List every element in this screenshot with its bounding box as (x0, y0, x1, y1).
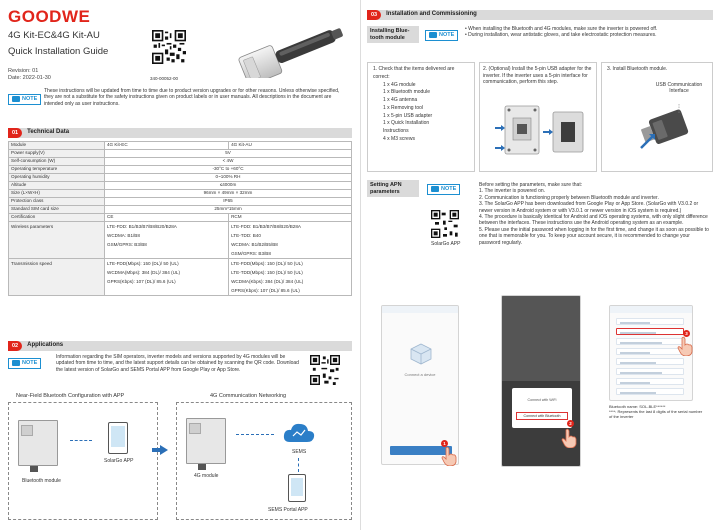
table-row (9, 190, 352, 198)
section-number: 02 (8, 341, 22, 351)
table-cell-line: LTE-TDD(Mbps): 150 (DL)/ 50 (UL) (231, 270, 303, 275)
table-cell: CE (105, 214, 229, 222)
table-cell-line: GPRS(Kbps): 107 (DL)/ 85.6 (UL) (107, 279, 176, 284)
section-applications (8, 341, 352, 351)
table-cell (229, 259, 352, 296)
product-title: 4G Kit-EC&4G Kit-AU (8, 30, 100, 41)
table-cell (229, 222, 352, 259)
install-note-lines (465, 26, 705, 39)
table-cell (105, 222, 229, 259)
delivery-item: 1 x Removing tool (383, 104, 424, 111)
right-page (360, 0, 720, 530)
table-row (9, 222, 352, 259)
qr-code-icon (152, 30, 186, 64)
section-technical-data (8, 128, 352, 138)
installing-bluetooth-subtitle: Installing Blue-tooth module (367, 26, 419, 43)
delivery-item: 1 x Quick Installation (383, 120, 430, 127)
note-label: NOTE (22, 96, 38, 102)
step-2-text: 2. (Optional) Install the 5-pin USB adapter for the inverter. If the inverter uses a 5-pin interface for communication, perform this step. (483, 66, 592, 85)
table-key: Operating temperature (9, 166, 105, 174)
table-cell-line: WCDMA(Mbps): 384 (DL)/ 384 (UL) (107, 270, 181, 275)
table-cell-line: WCDMA: B1/B2/B5/B8 (231, 242, 278, 247)
step-3-text: 3. Install Bluetooth module. (607, 66, 668, 72)
apn-line: 4. The procedure is basically identical for Android and iOS operating systems, with only slight difference between the interfaces. These instructions use the Android operating system as an example. (479, 213, 708, 227)
step-1-content (373, 66, 469, 144)
table-key: Certification (9, 214, 105, 222)
guide-title: Quick Installation Guide (8, 46, 109, 57)
apn-line: Before setting the parameters, make sure that: (479, 182, 583, 188)
delivery-item: Instructions (383, 128, 409, 134)
device-list-item[interactable] (616, 388, 684, 395)
install-note-line: • During installation, wear antistatic gloves, and take electrostatic protection measures. (465, 32, 657, 39)
apn-line: 1. The inverter is powered on. (479, 188, 546, 195)
device-list-item[interactable] (616, 368, 684, 375)
apn-instructions (479, 182, 709, 246)
note-badge (425, 30, 458, 41)
part-number: 340-00052-00 (150, 76, 179, 81)
delivery-item: 1 x 5-pin USB adapter (383, 112, 433, 119)
table-cell: -30°C to +60°C (105, 166, 352, 174)
table-key: Size (L×W×H) (9, 190, 105, 198)
delivery-item: 1 x 4G antenna (383, 97, 418, 103)
table-row (9, 182, 352, 190)
connect-dialog (512, 388, 572, 428)
table-key: Altitude (9, 182, 105, 190)
section-number: 03 (367, 10, 381, 20)
cloud-link-line (298, 458, 299, 472)
device-cube-icon (409, 342, 433, 366)
diagram-title: Near-Field Bluetooth Configuration with APP (16, 393, 125, 399)
table-cell-line: WCDMA(Kbps): 384 (DL)/ 384 (UL) (231, 279, 304, 284)
install-note-line: • When installing the Bluetooth and 4G modules, make sure the inverter is powered off. (465, 26, 658, 32)
table-cell-line: GPRS(Kbps): 107 (DL)/ 85.6 (UL) (231, 288, 300, 293)
inverter-illustration (18, 420, 58, 466)
table-cell: ≤4000m (105, 182, 352, 190)
step-marker: 3 (683, 330, 690, 337)
bluetooth-option[interactable]: Connect with Bluetooth (516, 412, 568, 420)
device-name-placeholder (620, 342, 662, 344)
note-badge (8, 358, 41, 369)
table-key: Operating humidity (9, 174, 105, 182)
table-cell: IP65 (105, 198, 352, 206)
table-cell-line: LTE-FDD(Mbps): 150 (DL)/ 50 (UL) (107, 261, 179, 266)
connect-device-text: Connect a device (404, 372, 436, 377)
device-name-placeholder (620, 372, 662, 374)
wireless-link-line (70, 440, 92, 441)
table-key: Module (9, 142, 105, 150)
bluetooth-name-caption (609, 404, 705, 420)
table-cell-line: LTE-FDD: B1/B3/B7/B8/B20/B28A (107, 224, 177, 229)
table-key: Power supply(V) (9, 150, 105, 158)
device-list-item[interactable] (616, 328, 684, 335)
table-cell-line: LTE-FDD: B1/B3/B7/B8/B20/B28A (231, 224, 301, 229)
table-cell-line: LTE-TDD: B40 (231, 233, 261, 238)
date-text: Date: 2022-01-30 (8, 75, 51, 81)
device-list-item[interactable] (616, 338, 684, 345)
note-label: NOTE (22, 360, 38, 366)
section-title: Installation and Commissioning (386, 11, 477, 18)
bluetooth-module-shape (30, 466, 38, 472)
intro-note-text: These instructions will be updated from time to time due to product version upgrades or for other reasons. Unless otherwise specified, they are not a substitute for the safety instructions given on product labels or in user manuals. All descriptions in the document are intended only as user instructions. (44, 88, 340, 107)
4g-module-shape (198, 464, 206, 470)
usb-adapter-install-illustration (487, 98, 591, 168)
device-name-placeholder (620, 362, 656, 364)
technical-data-table (8, 141, 352, 296)
table-cell: < 4W (105, 158, 352, 166)
step-marker: 1 (441, 440, 448, 447)
inverter-illustration (186, 418, 226, 464)
table-row (9, 198, 352, 206)
smartphone-icon (288, 474, 306, 502)
smartphone-icon (108, 422, 128, 454)
step-marker: 2 (567, 420, 574, 427)
apn-line: 2. Communication is functioning properly between Bluetooth module and inverter. (479, 194, 659, 201)
table-cell: 4G Kit-AU (229, 142, 352, 150)
section-number: 01 (8, 128, 22, 138)
table-cell (105, 259, 229, 296)
section-installation (367, 10, 713, 20)
revision-text: Revision: 01 (8, 68, 39, 74)
table-cell-line: GSM/GPRS: B3/B8 (107, 242, 147, 247)
note-icon (429, 32, 437, 38)
qr-code-icon (310, 355, 340, 385)
apps-note-text: Information regarding the SIM operators, inverter models and versions supported by 4G modules will be updated from time to time, and the latest support details can be obtained by scanning the QR code. Download the latest version of SolarGo and SEMS Portal APP from Google Play or App Store. (56, 354, 299, 373)
table-cell-line: GSM/GPRS: B3/B8 (231, 251, 271, 256)
table-cell-line: LTE-FDD(Mbps): 150 (DL)/ 50 (UL) (231, 261, 303, 266)
tap-hand-icon (561, 428, 577, 448)
note-label: NOTE (439, 32, 455, 38)
table-key: Transmission speed (9, 259, 105, 296)
table-key: Protection class (9, 198, 105, 206)
table-key: Self-consumption (W) (9, 158, 105, 166)
table-row (9, 206, 352, 214)
note-badge (427, 184, 460, 195)
device-name-placeholder (620, 352, 650, 354)
table-row (9, 214, 352, 222)
table-row (9, 174, 352, 182)
cloud-icon (282, 420, 316, 446)
delivery-item: 1 x 4G module (383, 81, 416, 88)
device-list-item[interactable] (616, 378, 684, 385)
table-cell: 96mm × 49mm × 32mm (105, 190, 352, 198)
wifi-option[interactable]: Connect with WiFi (527, 398, 557, 402)
network-link-line (236, 434, 274, 435)
diagram-title: 4G Communication Networking (210, 393, 287, 399)
table-row (9, 259, 352, 296)
qr-code-icon (431, 210, 459, 238)
apn-line: 5. Please use the initial password when logging in for the first time, and change it as soon as possible to one that is memorable for you. To keep your account secure, it is recommended to change your password regularly. (479, 226, 709, 246)
tap-hand-icon (441, 446, 457, 466)
caption-line: ****: Represents the last 8 digits of the serial number of the inverter (609, 409, 703, 420)
table-cell: 25mm*15mm (105, 206, 352, 214)
4g-module-illustration (230, 8, 355, 78)
delivery-item: 4 x M3 screws (383, 135, 415, 142)
note-badge (8, 94, 41, 105)
note-icon (431, 186, 439, 192)
table-row (9, 166, 352, 174)
apn-subtitle: Setting APN parameters (367, 180, 419, 197)
caption-line: Bluetooth name: SOL-BLE****** (609, 404, 666, 409)
bluetooth-module-label: Bluetooth module (22, 478, 61, 484)
table-cell: RCM (229, 214, 352, 222)
table-row (9, 150, 352, 158)
4g-module-label: 4G module (194, 473, 219, 479)
table-cell: 4G Kit-EC (105, 142, 229, 150)
note-icon (12, 360, 20, 366)
table-cell: 0~100% RH (105, 174, 352, 182)
device-list-item[interactable] (616, 318, 684, 325)
step-1-heading: 1. Check that the items delivered are correct: (373, 66, 455, 80)
table-key: Standard SIM card size (9, 206, 105, 214)
device-name-placeholder (620, 392, 656, 394)
table-key: Wireless parameters (9, 222, 105, 259)
device-name-placeholder (620, 332, 656, 334)
delivery-item: 1 x Bluetooth module (383, 89, 430, 96)
table-row (9, 158, 352, 166)
note-label: NOTE (441, 186, 457, 192)
solargo-app-label: SolarGo APP (431, 241, 461, 247)
solargo-app-label: SolarGo APP (104, 458, 134, 464)
table-cell: 5V (105, 150, 352, 158)
brand-logo: GOODWE (8, 7, 91, 26)
note-icon (12, 96, 20, 102)
usb-interface-label: USB Communication Interface (655, 82, 703, 94)
arrow-shaft (152, 448, 161, 452)
sems-label: SEMS (292, 449, 307, 455)
arrow-right-icon (160, 445, 168, 455)
table-cell-line: WCDMA: B1/B8 (107, 233, 140, 238)
sems-portal-app-label: SEMS Portal APP (268, 507, 308, 513)
table-row (9, 142, 352, 150)
section-title: Applications (27, 342, 64, 349)
apn-line: 3. The SolarGo APP has been downloaded from Google Play or App Store. (SolarGo with V3.0.2 or newer version in Android system or with V3.0.1 or newer version in iOS system is required.) (479, 201, 699, 214)
device-name-placeholder (620, 322, 650, 324)
bluetooth-module-install-illustration (623, 98, 703, 166)
section-title: Technical Data (27, 129, 70, 136)
device-list-item[interactable] (616, 358, 684, 365)
device-list-item[interactable] (616, 348, 684, 355)
device-name-placeholder (620, 382, 650, 384)
tap-hand-icon (677, 336, 693, 356)
